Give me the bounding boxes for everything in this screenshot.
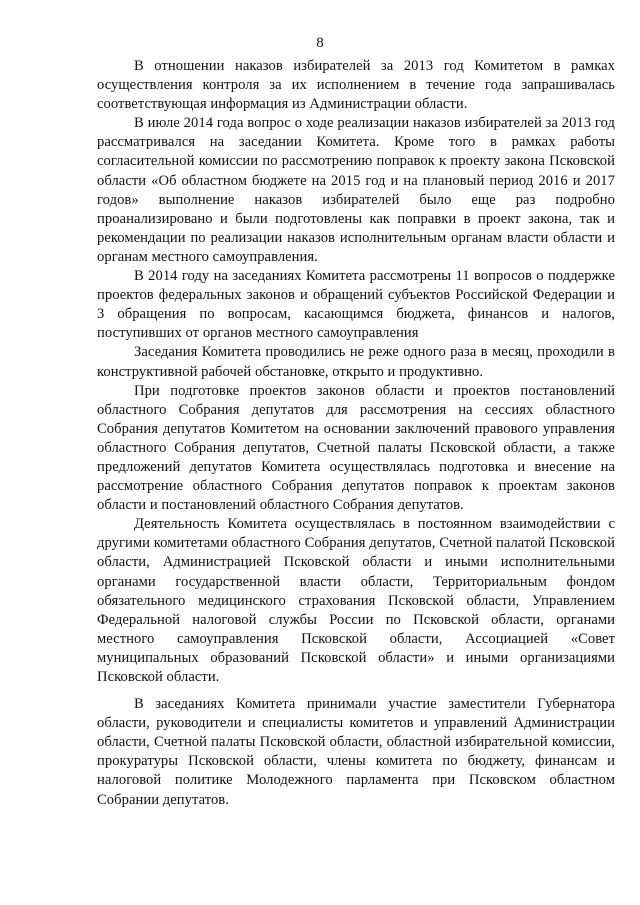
page-number: 8 — [316, 35, 324, 51]
document-body — [97, 57, 615, 810]
paragraph-4: Заседания Комитета проводились не реже одного раза в месяц, проходили в конструктивной рабочей обстановке, открыто и продуктивно. — [97, 344, 615, 380]
paragraph-7: В заседаниях Комитета принимали участие заместители Губернатора области, руководители и специалисты комитетов и управлений Администрации области, Счетной палаты Псковской области, областной избирательной комиссии, прокуратуры Псковской области, члены комитета по бюджету, финансам и налоговой политике Молодежного парламента при Псковском областном Собрании депутатов. — [97, 696, 615, 808]
paragraph-3: В 2014 году на заседаниях Комитета рассмотрены 11 вопросов о поддержке проектов федеральных законов и обращений субъектов Российской Федерации и 3 обращения по вопросам, касающимся бюджета, финансов и налогов, поступивших от органов местного самоуправления — [97, 268, 615, 342]
paragraph-6: Деятельность Комитета осуществлялась в постоянном взаимодействии с другими комитетами областного Собрания депутатов, Счетной палатой Псковской области, Администрацией Псковской области и иными исполнительными органами государственной власти области, Территориальным фондом обязательного медицинского страхования Псковской области, Управлением Федеральной налоговой службы России по Псковской области, органами местного самоуправления Псковской области, Ассоциацией «Совет муниципальных образований Псковской области» и иными организациями Псковской области. — [97, 516, 615, 685]
paragraph-2: В июле 2014 года вопрос о ходе реализации наказов избирателей за 2013 год рассматривался на заседании Комитета. Кроме того в рамках работы согласительной комиссии по рассмотрению поправок к проекту закона Псковской области «Об областном бюджете на 2015 год и на плановый период 2016 и 2017 годов» выполнение наказов избирателей было еще раз подробно проанализировано и были подготовлены как поправки в проект закона, так и рекомендации по реализации наказов исполнительным органам власти области и органам местного самоуправления. — [97, 115, 615, 265]
paragraph-1: В отношении наказов избирателей за 2013 год Комитетом в рамках осуществления контроля за их исполнением в течение года запрашивалась соответствующая информация из Администрации области. — [97, 58, 615, 113]
paragraph-5: При подготовке проектов законов области и проектов постановлений областного Собрания депутатов для рассмотрения на сессиях областного Собрания депутатов Комитетом на основании заключений правового управления областного Собрания депутатов, Счетной палаты Псковской области, а также предложений депутатов Комитета осуществлялась подготовка и внесение на рассмотрение областного Собрания депутатов поправок к проектам законов области и постановлений областного Собрания депутатов. — [97, 382, 615, 514]
